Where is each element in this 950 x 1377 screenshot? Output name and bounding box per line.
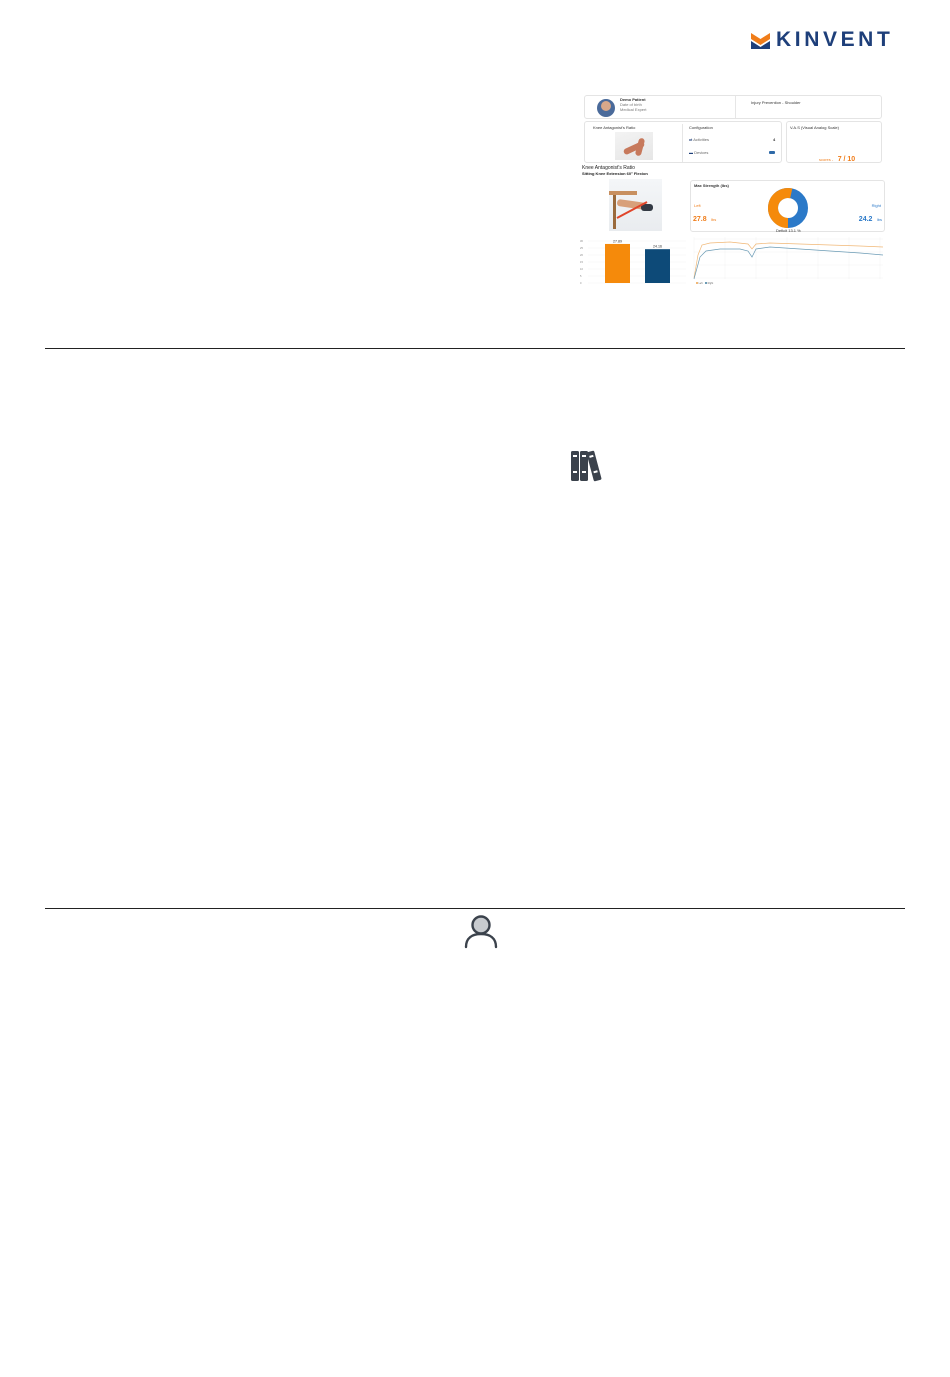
strength-donut-chart bbox=[766, 186, 810, 230]
exercise-photo bbox=[609, 179, 662, 231]
config-devices-label: ▬ Devices bbox=[689, 150, 709, 155]
right-strength-value: 24.2 lbs bbox=[858, 216, 882, 223]
max-strength-card bbox=[690, 180, 885, 232]
section-title: Knee Antagonist's Ratio bbox=[582, 165, 635, 171]
devices-icon: ▬ bbox=[689, 150, 693, 155]
section-subtitle: Sitting Knee Extension 60° Flexion bbox=[582, 171, 648, 176]
protocol-name: Injury Prevention - Shoulder bbox=[751, 100, 801, 105]
knee-exercise-image bbox=[615, 132, 653, 160]
bar-ytick-label: 10 bbox=[580, 268, 583, 271]
report-thumbnail bbox=[580, 95, 885, 287]
bar-ytick-label: 20 bbox=[580, 254, 583, 257]
bar-ytick-label: 5 bbox=[580, 275, 582, 278]
deficit-label: Deficit 13.1 % bbox=[776, 228, 801, 233]
device-badge-icon bbox=[769, 151, 775, 154]
bar-left bbox=[605, 244, 630, 283]
books-icon bbox=[568, 449, 606, 483]
config-activities-label: ⇄ Activities bbox=[689, 137, 710, 142]
kinvent-wordmark: KINVENT bbox=[776, 28, 894, 51]
kinvent-logo bbox=[751, 29, 893, 51]
activities-icon: ⇄ bbox=[689, 137, 693, 142]
patient-avatar bbox=[597, 99, 615, 117]
kinvent-logo-mark bbox=[751, 31, 770, 49]
bar-ytick-label: 30 bbox=[580, 240, 583, 243]
bar-ytick-label: 0 bbox=[580, 282, 582, 285]
strength-bar-chart bbox=[580, 235, 688, 287]
patient-expert: Medical Expert bbox=[620, 107, 647, 112]
bar-value-label: 27.89 bbox=[613, 239, 622, 244]
patient-name: Demo Patient bbox=[620, 97, 646, 102]
bar-value-label: 24.16 bbox=[653, 244, 662, 249]
bar-right bbox=[645, 249, 670, 283]
force-time-line-chart bbox=[690, 235, 885, 287]
legend-label: Left bbox=[698, 282, 703, 285]
summary-card bbox=[584, 121, 782, 163]
left-strength-value: 27.8 lbs bbox=[693, 216, 717, 223]
bar-ytick-label: 15 bbox=[580, 261, 583, 264]
configuration-title: Configuration bbox=[689, 125, 713, 130]
series-left-line bbox=[694, 242, 883, 278]
bar-ytick-label: 25 bbox=[580, 247, 583, 250]
right-strength-label: Right bbox=[871, 203, 881, 208]
user-icon bbox=[463, 914, 499, 950]
patient-dob: Date of birth bbox=[620, 102, 642, 107]
section-divider-top bbox=[45, 348, 905, 349]
legend-label: Right bbox=[707, 282, 714, 285]
max-strength-title: Max Strength (lbs) bbox=[694, 183, 729, 188]
summary-test-title: Knee Antagonist's Ratio bbox=[593, 125, 636, 130]
vas-card bbox=[786, 121, 882, 163]
left-strength-label: Left bbox=[694, 203, 701, 208]
config-activities-value: 4 bbox=[773, 137, 776, 142]
section-divider-bottom bbox=[45, 908, 905, 909]
vas-score: scores - 7 / 10 bbox=[819, 156, 856, 163]
patient-header-card bbox=[584, 95, 882, 119]
vas-title: V.A.S (Visual Analog Scale) bbox=[790, 125, 839, 130]
